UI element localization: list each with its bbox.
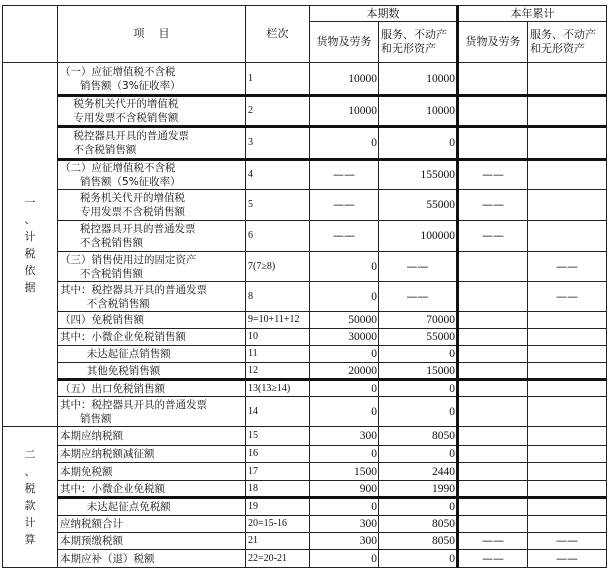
ytd-goods-services[interactable]: [458, 346, 528, 363]
row-line-no: 18: [246, 481, 310, 498]
current-goods-services[interactable]: 0: [310, 252, 379, 282]
row-item-label: 本期应纳税额: [58, 427, 246, 446]
ytd-services-realestate[interactable]: [528, 397, 607, 427]
current-services-realestate[interactable]: 0: [379, 397, 458, 427]
header-blank: [3, 6, 58, 63]
current-goods-services[interactable]: 50000: [310, 312, 379, 329]
current-goods-services[interactable]: 0: [310, 127, 379, 160]
current-goods-services[interactable]: 0: [310, 446, 379, 463]
row-line-no: 8: [246, 282, 310, 312]
table-row: [3, 221, 607, 252]
table-row: [3, 380, 607, 397]
ytd-services-realestate[interactable]: [528, 190, 607, 221]
ytd-services-realestate[interactable]: [528, 329, 607, 346]
table-row: [3, 190, 607, 221]
row-item-label: 本期应补（退）税额: [58, 550, 246, 568]
row-line-no: 3: [246, 127, 310, 160]
header-goods-services-current: 货物及劳务: [310, 22, 379, 63]
current-goods-services[interactable]: 20000: [310, 363, 379, 380]
ytd-goods-services[interactable]: [458, 282, 528, 312]
header-item: 项 目: [58, 6, 246, 63]
ytd-goods-services[interactable]: ——: [458, 160, 528, 190]
ytd-services-realestate[interactable]: [528, 312, 607, 329]
current-services-realestate[interactable]: 55000: [379, 329, 458, 346]
ytd-goods-services[interactable]: [458, 463, 528, 481]
ytd-services-realestate[interactable]: [528, 160, 607, 190]
ytd-goods-services[interactable]: [458, 380, 528, 397]
row-item-label: （三）销售使用过的固定资产 不含税销售额: [58, 252, 246, 282]
ytd-services-realestate[interactable]: ——: [528, 533, 607, 550]
ytd-services-realestate[interactable]: [528, 363, 607, 380]
current-goods-services[interactable]: 0: [310, 282, 379, 312]
current-services-realestate[interactable]: ——: [379, 282, 458, 312]
ytd-services-realestate[interactable]: ——: [528, 252, 607, 282]
ytd-goods-services[interactable]: ——: [458, 190, 528, 221]
table-row: [3, 533, 607, 550]
row-item-label: （四）免税销售额: [58, 312, 246, 329]
row-line-no: 16: [246, 446, 310, 463]
row-item-label: 本期免税额: [58, 463, 246, 481]
ytd-goods-services[interactable]: ——: [458, 533, 528, 550]
table-row: [3, 127, 607, 160]
row-item-label: 其中：小微企业免税额: [58, 481, 246, 498]
row-line-no: 15: [246, 427, 310, 446]
row-item-label: 本期预缴税额: [58, 533, 246, 550]
header-goods-services-ytd: 货物及劳务: [458, 22, 528, 63]
row-line-no: 5: [246, 190, 310, 221]
current-services-realestate[interactable]: 0: [379, 127, 458, 160]
table-row: [3, 96, 607, 127]
current-services-realestate[interactable]: 55000: [379, 190, 458, 221]
ytd-services-realestate[interactable]: [528, 380, 607, 397]
row-item-label: （一）应征增值税不含税 销售额（3%征收率）: [58, 63, 246, 96]
ytd-services-realestate[interactable]: [528, 346, 607, 363]
current-goods-services[interactable]: 300: [310, 533, 379, 550]
table-row: [3, 346, 607, 363]
row-line-no: 11: [246, 346, 310, 363]
current-goods-services[interactable]: 0: [310, 380, 379, 397]
row-line-no: 4: [246, 160, 310, 190]
current-goods-services[interactable]: 300: [310, 427, 379, 446]
header-line-no: 栏次: [246, 6, 310, 63]
ytd-goods-services[interactable]: [458, 516, 528, 533]
table-row: [3, 516, 607, 533]
row-line-no: 9=10+11+12: [246, 312, 310, 329]
current-services-realestate[interactable]: 0: [379, 380, 458, 397]
ytd-services-realestate[interactable]: [528, 498, 607, 516]
table-row: [3, 463, 607, 481]
ytd-goods-services[interactable]: [458, 252, 528, 282]
ytd-goods-services[interactable]: [458, 63, 528, 96]
ytd-goods-services[interactable]: ——: [458, 550, 528, 568]
table-row: [3, 252, 607, 282]
row-line-no: 22=20-21: [246, 550, 310, 568]
row-line-no: 6: [246, 221, 310, 252]
ytd-goods-services[interactable]: [458, 427, 528, 446]
ytd-goods-services[interactable]: [458, 127, 528, 160]
current-services-realestate[interactable]: 70000: [379, 312, 458, 329]
current-services-realestate[interactable]: 1990: [379, 481, 458, 498]
ytd-goods-services[interactable]: [458, 397, 528, 427]
ytd-services-realestate[interactable]: [528, 481, 607, 498]
table-row: [3, 397, 607, 427]
ytd-goods-services[interactable]: ——: [458, 221, 528, 252]
current-goods-services[interactable]: 30000: [310, 329, 379, 346]
section-tax-basis: 一 、 计 税 依 据: [3, 63, 58, 427]
ytd-services-realestate[interactable]: [528, 516, 607, 533]
ytd-goods-services[interactable]: [458, 312, 528, 329]
current-goods-services[interactable]: 0: [310, 397, 379, 427]
table-row: [3, 282, 607, 312]
current-services-realestate[interactable]: 10000: [379, 96, 458, 127]
current-services-realestate[interactable]: 8050: [379, 533, 458, 550]
table-row: [3, 481, 607, 498]
row-item-label: 其中：税控器具开具的普通发票 不含税销售额: [58, 282, 246, 312]
row-item-label: （五）出口免税销售额: [58, 380, 246, 397]
row-item-label: 未达起征点销售额: [58, 346, 246, 363]
row-item-label: 税控器具开具的普通发票 不含税销售额: [58, 127, 246, 160]
row-line-no: 12: [246, 363, 310, 380]
current-goods-services[interactable]: ——: [310, 160, 379, 190]
vat-return-table: [2, 5, 607, 568]
current-goods-services[interactable]: 0: [310, 346, 379, 363]
current-services-realestate[interactable]: 100000: [379, 221, 458, 252]
row-line-no: 17: [246, 463, 310, 481]
ytd-services-realestate[interactable]: ——: [528, 282, 607, 312]
current-services-realestate[interactable]: 2440: [379, 463, 458, 481]
current-services-realestate[interactable]: 15000: [379, 363, 458, 380]
table-row: [3, 312, 607, 329]
row-line-no: 19: [246, 498, 310, 516]
ytd-services-realestate[interactable]: [528, 427, 607, 446]
current-goods-services[interactable]: 0: [310, 550, 379, 568]
row-item-label: 税控器具开具的普通发票 不含税销售额: [58, 221, 246, 252]
table-row: [3, 550, 607, 568]
current-services-realestate[interactable]: 8050: [379, 427, 458, 446]
current-goods-services[interactable]: 1500: [310, 463, 379, 481]
row-item-label: 其中：小微企业免税销售额: [58, 329, 246, 346]
current-goods-services[interactable]: 10000: [310, 96, 379, 127]
row-line-no: 13(13≥14): [246, 380, 310, 397]
header-services-realestate-ytd: 服务、不动产 和无形资产: [528, 22, 607, 63]
ytd-goods-services[interactable]: [458, 481, 528, 498]
current-services-realestate[interactable]: 0: [379, 550, 458, 568]
current-services-realestate[interactable]: ——: [379, 252, 458, 282]
ytd-services-realestate[interactable]: [528, 221, 607, 252]
row-item-label: 未达起征点免税额: [58, 498, 246, 516]
section-tax-calculation: 二 、 税 款 计 算: [3, 427, 58, 568]
current-goods-services[interactable]: 900: [310, 481, 379, 498]
current-goods-services[interactable]: 300: [310, 516, 379, 533]
current-services-realestate[interactable]: 8050: [379, 516, 458, 533]
current-goods-services[interactable]: 0: [310, 498, 379, 516]
ytd-services-realestate[interactable]: [528, 127, 607, 160]
ytd-goods-services[interactable]: [458, 363, 528, 380]
ytd-services-realestate[interactable]: [528, 446, 607, 463]
table-row: [3, 329, 607, 346]
row-line-no: 20=15-16: [246, 516, 310, 533]
ytd-services-realestate[interactable]: [528, 63, 607, 96]
row-item-label: 其中：税控器具开具的普通发票 销售额: [58, 397, 246, 427]
table-row: [3, 446, 607, 463]
row-line-no: 7(7≥8): [246, 252, 310, 282]
header-year-to-date: 本年累计: [458, 6, 607, 22]
current-services-realestate[interactable]: 0: [379, 346, 458, 363]
ytd-goods-services[interactable]: [458, 329, 528, 346]
row-line-no: 1: [246, 63, 310, 96]
row-line-no: 21: [246, 533, 310, 550]
row-line-no: 14: [246, 397, 310, 427]
current-services-realestate[interactable]: 0: [379, 498, 458, 516]
table-row: [3, 498, 607, 516]
header-current-period: 本期数: [310, 6, 458, 22]
ytd-goods-services[interactable]: [458, 446, 528, 463]
header-services-realestate-current: 服务、不动产 和无形资产: [379, 22, 458, 63]
current-services-realestate[interactable]: 10000: [379, 63, 458, 96]
table-row: [3, 160, 607, 190]
row-line-no: 2: [246, 96, 310, 127]
current-services-realestate[interactable]: 0: [379, 446, 458, 463]
table-row: [3, 363, 607, 380]
ytd-services-realestate[interactable]: [528, 463, 607, 481]
current-goods-services[interactable]: ——: [310, 221, 379, 252]
row-item-label: 其他免税销售额: [58, 363, 246, 380]
row-item-label: 本期应纳税额减征额: [58, 446, 246, 463]
row-item-label: 税务机关代开的增值税 专用发票不含税销售额: [58, 190, 246, 221]
table-row: [3, 63, 607, 96]
current-goods-services[interactable]: ——: [310, 190, 379, 221]
ytd-goods-services[interactable]: [458, 498, 528, 516]
table-row: [3, 427, 607, 446]
row-item-label: 应纳税额合计: [58, 516, 246, 533]
row-item-label: 税务机关代开的增值税 专用发票不含税销售额: [58, 96, 246, 127]
row-item-label: （二）应征增值税不含税 销售额（5%征收率）: [58, 160, 246, 190]
ytd-goods-services[interactable]: [458, 96, 528, 127]
ytd-services-realestate[interactable]: [528, 96, 607, 127]
current-goods-services[interactable]: 10000: [310, 63, 379, 96]
current-services-realestate[interactable]: 155000: [379, 160, 458, 190]
row-line-no: 10: [246, 329, 310, 346]
ytd-services-realestate[interactable]: ——: [528, 550, 607, 568]
